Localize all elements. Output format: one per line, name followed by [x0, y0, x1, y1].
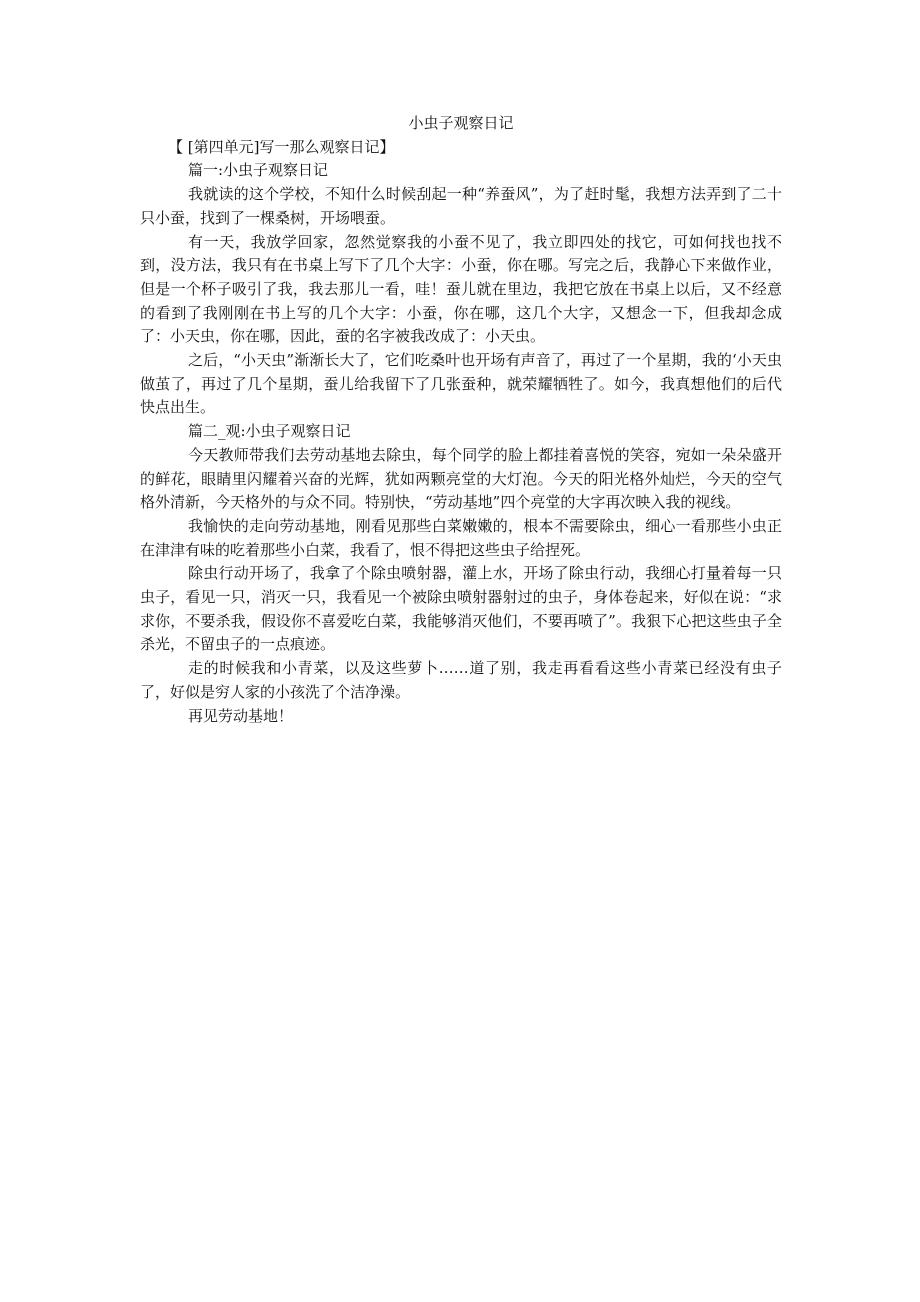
paragraph: 再见劳动基地！: [188, 706, 294, 725]
section-title: 篇二_观:小虫子观察日记: [188, 422, 351, 441]
section-one: [140, 159, 782, 420]
unit-heading: 【 [第四单元]写一那么观察日记】: [168, 137, 395, 156]
section-title: 篇一:小虫子观察日记: [188, 161, 329, 180]
paragraph: 我就读的这个学校，不知什么时候刮起一种“养蚕风”，为了赶时髦，我想方法弄到了二十只小蚕，找到了一棵桑树，开场喂蚕。: [140, 185, 782, 227]
paragraph: 之后，“小天虫”渐渐长大了，它们吃桑叶也开场有声音了，再过了一个星期，我的‘小天虫做茧了，再过了几个星期，蚕儿给我留下了几张蚕种，就荣耀牺牲了。如今，我真想他们的后代快点出生。: [140, 351, 782, 417]
section-two: [140, 420, 782, 728]
paragraph: 有一天，我放学回家，忽然觉察我的小蚕不见了，我立即四处的找它，可如何找也找不到，没方法，我只有在书桌上写下了几个大字：小蚕，你在哪。写完之后，我静心下来做作业，但是一个杯子吸引了我，我去那儿一看，哇！蚕儿就在里边，我把它放在书桌上以后，又不经意的看到了我刚刚在书上写的几个大字：小蚕，你在哪，这几个大字，又想念一下，但我却念成了：小天虫，你在哪，因此，蚕的名字被我改成了：小天虫。: [140, 232, 782, 346]
paragraph: 走的时候我和小青菜，以及这些萝卜……道了别，我走再看看这些小青菜已经没有虫子了，好似是穷人家的小孩洗了个洁净澡。: [140, 659, 782, 701]
paragraph: 除虫行动开场了，我拿了个除虫喷射器，灌上水，开场了除虫行动，我细心打量着每一只虫子，看见一只，消灭一只，我看见一个被除虫喷射器射过的虫子，身体卷起来，好似在说：“求求你，不要杀我，假设你不喜爱吃白菜，我能够消灭他们，不要再喷了”。我狠下心把这些虫子全杀光，不留虫子的一点痕迹。: [140, 564, 782, 654]
paragraph: 我愉快的走向劳动基地，刚看见那些白菜嫩嫩的，根本不需要除虫，细心一看那些小虫正在津津有味的吃着那些小白菜，我看了，恨不得把这些虫子给捏死。: [140, 516, 782, 559]
document-page: [140, 112, 782, 728]
paragraph: 今天教师带我们去劳动基地去除虫，每个同学的脸上都挂着喜悦的笑容，宛如一朵朵盛开的鲜花，眼睛里闪耀着兴奋的光辉，犹如两颗亮堂的大灯泡。今天的阳光格外灿烂，今天的空气格外清新，今天格外的与众不同。特别快，“劳动基地”四个亮堂的大字再次映入我的视线。: [140, 445, 782, 512]
document-title: 小虫子观察日记: [408, 114, 514, 132]
